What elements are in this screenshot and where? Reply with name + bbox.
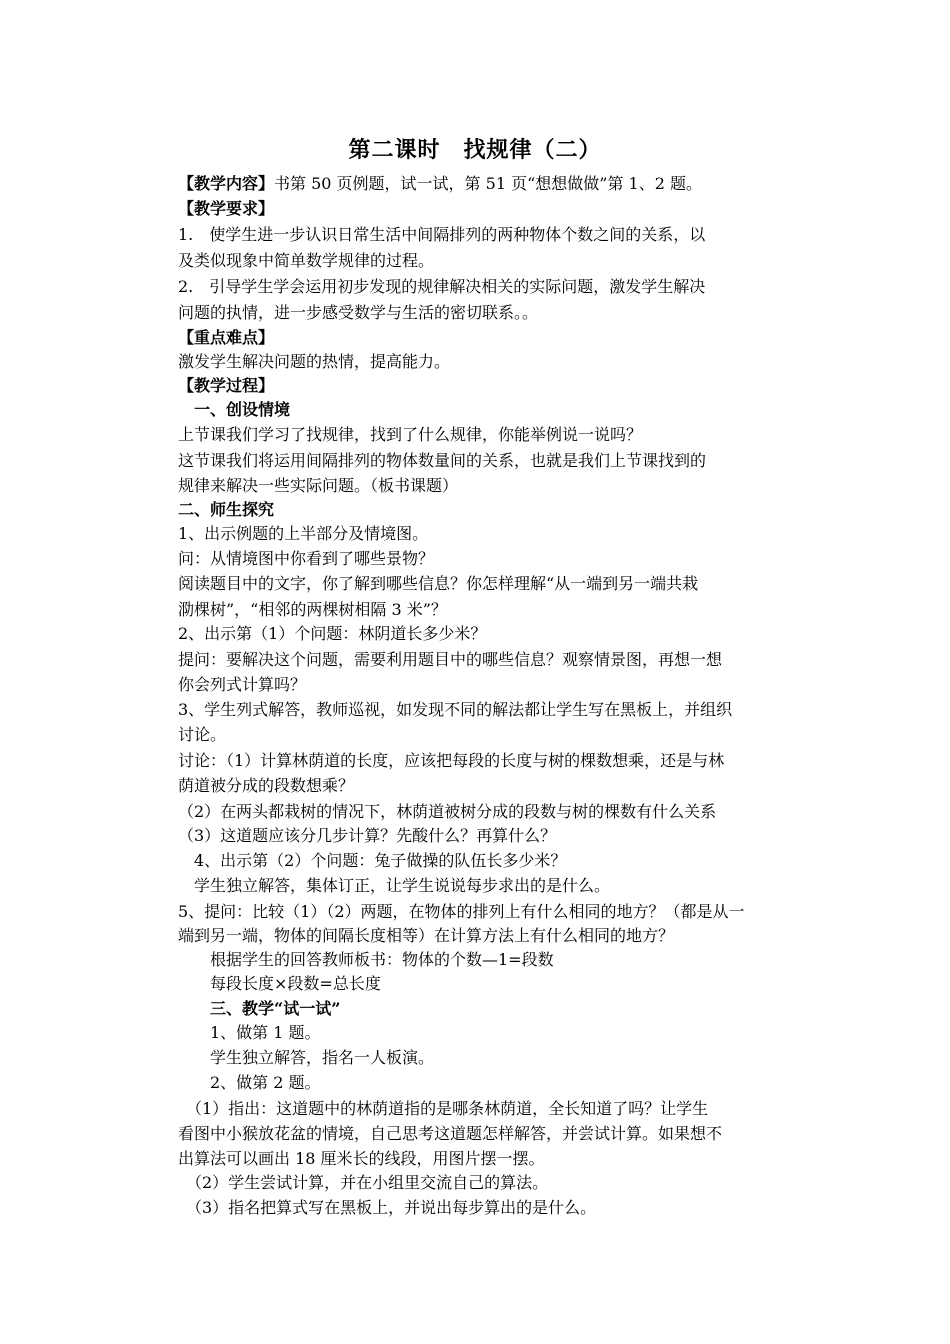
text-line: 1、出示例题的上半部分及情境图。 <box>178 524 429 543</box>
text-line: 规律来解决一些实际问题。（板书课题） <box>178 476 459 495</box>
text-line: 荫道被分成的段数想乘？ <box>178 776 355 795</box>
text-line: 3、学生列式解答，教师巡视，如发现不同的解法都让学生写在黑板上，并组织 <box>178 700 733 719</box>
text-line: 激发学生解决问题的热情，提高能力。 <box>178 352 451 371</box>
text-line: 你会列式计算吗？ <box>178 675 307 694</box>
text-line: 5、提问：比较（1）（2）两题，在物体的排列上有什么相同的地方？（都是从一 <box>178 902 745 921</box>
text-line: 讨论。 <box>178 725 227 744</box>
section-text: 书第 50 页例题，试一试，第 51 页“想想做做”第 1、2 题。 <box>274 174 702 193</box>
text-line: 学生独立解答，指名一人板演。 <box>178 1048 435 1067</box>
text-line: （2）学生尝试计算，并在小组里交流自己的算法。 <box>178 1173 549 1192</box>
text-line: 一、创设情境 <box>178 400 291 419</box>
text-line: 2. 引导学生学会运用初步发现的规律解决相关的实际问题，激发学生解决 <box>178 277 706 296</box>
text-line: 学生独立解答，集体订正，让学生说说每步求出的是什么。 <box>178 876 611 895</box>
text-line: （3）这道题应该分几步计算？先酸什么？再算什么？ <box>178 826 557 845</box>
text-line: 2、出示第（1）个问题：林阴道长多少米？ <box>178 624 487 643</box>
text-line: 出算法可以画出 18 厘米长的线段，用图片摆一摆。 <box>178 1149 545 1168</box>
text-line: （3）指名把算式写在黑板上，并说出每步算出的是什么。 <box>178 1198 597 1217</box>
text-line: 问：从情境图中你看到了哪些景物？ <box>178 549 435 568</box>
text-line <box>178 172 702 196</box>
text-line: 【教学过程】 <box>178 376 275 395</box>
text-line: （2）在两头都栽树的情况下，林荫道被树分成的段数与树的棵数有什么关系 <box>178 802 717 821</box>
text-line: 端到另一端，物体的间隔长度相等）在计算方法上有什么相同的地方？ <box>178 926 675 945</box>
page-title: 第二课时 找规律（二） <box>348 137 602 163</box>
text-line: 【教学要求】 <box>178 199 275 218</box>
text-line: 这节课我们将运用间隔排列的物体数量间的关系，也就是我们上节课找到的 <box>178 451 707 470</box>
text-line: 及类似现象中简单数学规律的过程。 <box>178 251 435 270</box>
text-line: 上节课我们学习了找规律，找到了什么规律，你能举例说一说吗？ <box>178 425 643 444</box>
text-line: 提问：要解决这个问题，需要利用题目中的哪些信息？观察情景图，再想一想 <box>178 650 723 669</box>
text-line: （1）指出：这道题中的林荫道指的是哪条林荫道，全长知道了吗？让学生 <box>178 1099 709 1118</box>
text-line: 1. 使学生进一步认识日常生活中间隔排列的两种物体个数之间的关系，以 <box>178 225 706 244</box>
text-line: 看图中小猴放花盆的情境，自己思考这道题怎样解答，并尝试计算。如果想不 <box>178 1124 723 1143</box>
text-line: 泐棵树”，“相邻的两棵树相隔 3 米”？ <box>178 600 447 619</box>
text-line: 2、做第 2 题。 <box>178 1073 321 1092</box>
text-line: 1、做第 1 题。 <box>178 1023 321 1042</box>
text-line: 阅读题目中的文字，你了解到哪些信息？你怎样理解“从一端到另一端共栽 <box>178 574 699 593</box>
text-line: 讨论：（1）计算林荫道的长度，应该把每段的长度与树的棵数想乘，还是与林 <box>178 751 725 770</box>
text-line: 二、师生探究 <box>178 500 275 519</box>
text-line: 【重点难点】 <box>178 328 275 347</box>
text-line: 根据学生的回答教师板书：物体的个数—1=段数 <box>178 950 554 969</box>
text-line: 三、教学“试一试” <box>178 999 341 1018</box>
text-line: 每段长度×段数=总长度 <box>178 974 381 993</box>
text-line: 问题的执情，进一步感受数学与生活的密切联系。。 <box>178 303 539 322</box>
section-label: 【教学内容】 <box>178 174 275 193</box>
text-line: 4、出示第（2）个问题：兔子做操的队伍长多少米？ <box>178 851 567 870</box>
